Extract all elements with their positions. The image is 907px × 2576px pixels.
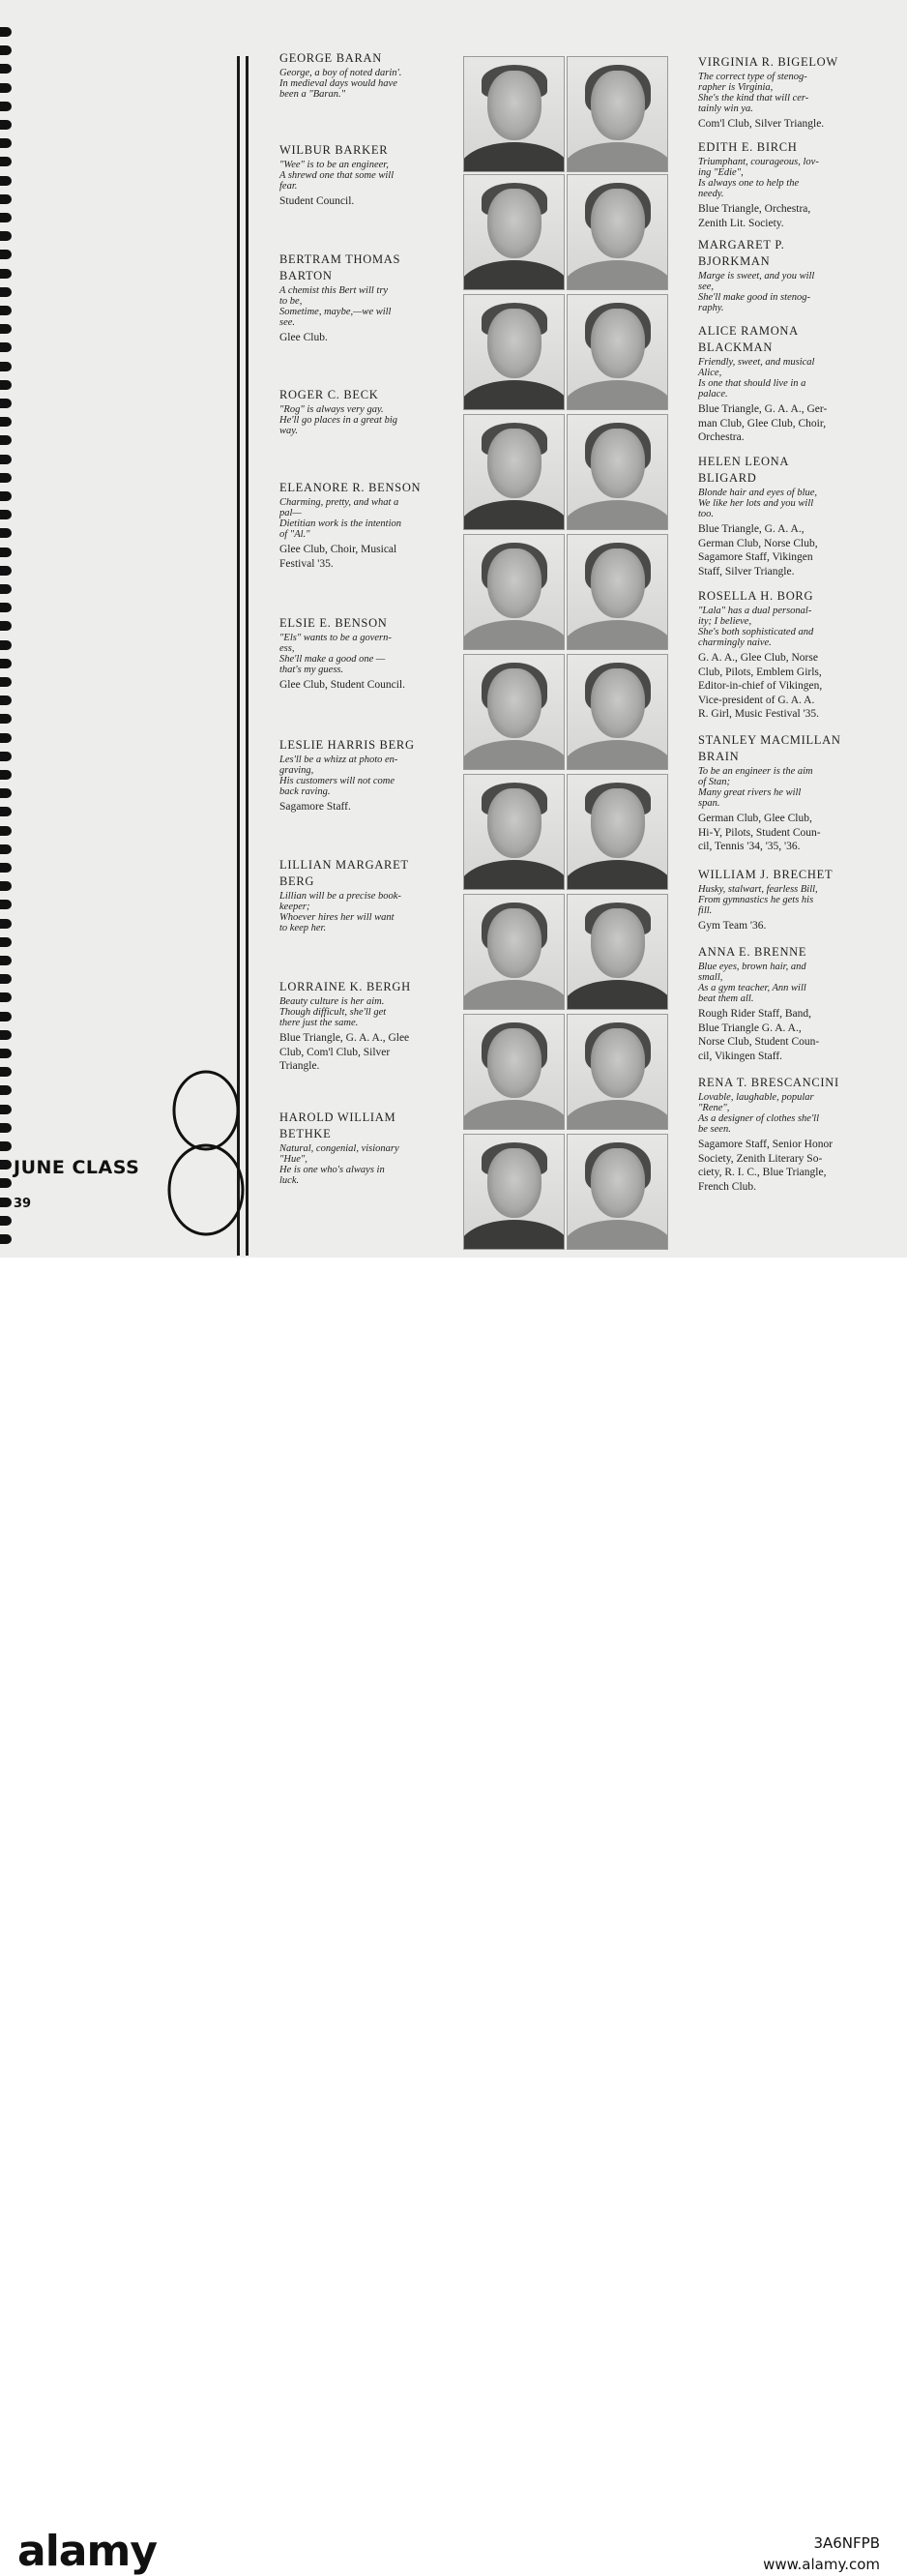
portrait-photo bbox=[463, 1014, 565, 1130]
student-activities: G. A. A., Glee Club, Norse Club, Pilots, Emblem Girls, Editor-in-chief of Vikingen, Vice-president of G. A. A. R. Girl, Music Festival '35. bbox=[698, 652, 823, 720]
student-activities: Glee Club, Choir, Musical Festival '35. bbox=[279, 544, 397, 570]
spiral-hole bbox=[0, 603, 12, 612]
student-entry bbox=[279, 979, 449, 1074]
spiral-hole bbox=[0, 844, 12, 854]
student-activities: Glee Club, Student Council. bbox=[279, 679, 406, 691]
student-name: HAROLD WILLIAM BETHKE bbox=[279, 1110, 396, 1140]
student-quote: Friendly, sweet, and musical Alice, Is one that should live in a palace. bbox=[698, 357, 815, 400]
spiral-hole bbox=[0, 362, 12, 371]
portrait-photo bbox=[463, 294, 565, 410]
student-quote: The correct type of stenog- rapher is Virginia, She's the kind that will cer- tainly win ya. bbox=[698, 72, 809, 114]
student-name: LILLIAN MARGARET BERG bbox=[279, 858, 409, 888]
spiral-hole bbox=[0, 640, 12, 650]
spiral-hole bbox=[0, 417, 12, 427]
spiral-hole bbox=[0, 733, 12, 743]
spiral-hole bbox=[0, 1141, 12, 1151]
spiral-hole bbox=[0, 1234, 12, 1244]
student-entry bbox=[698, 54, 867, 132]
watermark-bar bbox=[0, 1258, 907, 2576]
student-quote: "Rog" is always very gay. He'll go places in a great big way. bbox=[279, 404, 398, 436]
spiral-hole bbox=[0, 287, 12, 297]
portrait-photo bbox=[463, 534, 565, 650]
portrait-photo bbox=[463, 1134, 565, 1250]
student-name: WILBUR BARKER bbox=[279, 143, 389, 157]
student-entry bbox=[279, 50, 449, 103]
student-quote: To be an engineer is the aim of Stan; Many great rivers he will span. bbox=[698, 766, 813, 809]
student-quote: Marge is sweet, and you will see, She'll make good in stenog- raphy. bbox=[698, 271, 815, 313]
student-activities: Glee Club. bbox=[279, 332, 328, 343]
portrait-grid bbox=[463, 56, 676, 1258]
spiral-hole bbox=[0, 269, 12, 279]
spiral-hole bbox=[0, 919, 12, 929]
spiral-hole bbox=[0, 956, 12, 965]
alamy-image-info bbox=[763, 2532, 880, 2575]
student-activities: Com'l Club, Silver Triangle. bbox=[698, 118, 825, 130]
student-activities: Student Council. bbox=[279, 195, 355, 207]
student-activities: Sagamore Staff, Senior Honor Society, Zenith Literary So- ciety, R. I. C., Blue Triangle, French Club. bbox=[698, 1139, 834, 1193]
spiral-hole bbox=[0, 157, 12, 166]
spiral-hole bbox=[0, 974, 12, 984]
student-quote: Triumphant, courageous, lov- ing "Edie", Is always one to help the needy. bbox=[698, 157, 819, 199]
student-entry bbox=[279, 252, 449, 345]
spiral-hole bbox=[0, 45, 12, 55]
spiral-hole bbox=[0, 83, 12, 93]
student-quote: Husky, stalwart, fearless Bill, From gymnastics he gets his fill. bbox=[698, 884, 818, 916]
alamy-logo: alamy bbox=[17, 2527, 157, 2576]
spiral-hole bbox=[0, 714, 12, 724]
student-name: BERTRAM THOMAS BARTON bbox=[279, 252, 401, 282]
spiral-hole bbox=[0, 863, 12, 873]
spiral-hole bbox=[0, 491, 12, 501]
student-name: ELSIE E. BENSON bbox=[279, 616, 388, 630]
student-entry bbox=[279, 387, 449, 439]
spiral-hole bbox=[0, 64, 12, 74]
student-quote: Les'll be a whizz at photo en- graving, His customers will not come back raving. bbox=[279, 755, 398, 797]
student-quote: Charming, pretty, and what a pal— Dietitian work is the intention of "Al." bbox=[279, 497, 401, 540]
student-entry bbox=[698, 323, 867, 445]
student-activities: Blue Triangle, G. A. A., German Club, Norse Club, Sagamore Staff, Vikingen Staff, Silver Triangle. bbox=[698, 523, 818, 577]
portrait-photo bbox=[567, 1134, 668, 1250]
spiral-hole bbox=[0, 1160, 12, 1170]
student-entry bbox=[698, 944, 867, 1063]
spiral-hole bbox=[0, 1030, 12, 1040]
portrait-photo bbox=[567, 56, 668, 172]
page-number: 39 bbox=[14, 1197, 32, 1211]
portrait-photo bbox=[567, 1014, 668, 1130]
portrait-photo bbox=[567, 534, 668, 650]
spiral-hole bbox=[0, 937, 12, 947]
student-entry bbox=[698, 867, 867, 933]
spiral-hole bbox=[0, 881, 12, 891]
student-name: VIRGINIA R. BIGELOW bbox=[698, 55, 838, 69]
spiral-hole bbox=[0, 826, 12, 836]
student-name: ALICE RAMONA BLACKMAN bbox=[698, 324, 799, 354]
portrait-photo bbox=[567, 894, 668, 1010]
student-activities: Blue Triangle, G. A. A., Ger- man Club, Glee Club, Choir, Orchestra. bbox=[698, 403, 828, 443]
decorative-numeral-8 bbox=[162, 1064, 249, 1238]
student-entry bbox=[279, 142, 449, 209]
spiral-hole bbox=[0, 770, 12, 780]
spiral-hole bbox=[0, 1012, 12, 1022]
spiral-hole bbox=[0, 548, 12, 557]
student-activities: Rough Rider Staff, Band, Blue Triangle G. A. A., Norse Club, Student Coun- cil, Vikingen Staff. bbox=[698, 1008, 820, 1062]
image-id: 3A6NFPB bbox=[813, 2534, 880, 2552]
student-entry bbox=[698, 454, 867, 578]
student-name: ROGER C. BECK bbox=[279, 388, 379, 401]
student-name: EDITH E. BIRCH bbox=[698, 140, 798, 154]
student-name: ANNA E. BRENNE bbox=[698, 945, 807, 959]
student-activities: Blue Triangle, G. A. A., Glee Club, Com'l Club, Silver Triangle. bbox=[279, 1032, 410, 1072]
portrait-photo bbox=[463, 894, 565, 1010]
student-entry bbox=[698, 139, 867, 230]
portrait-photo bbox=[463, 174, 565, 290]
student-entry bbox=[698, 732, 867, 854]
student-quote: "Lala" has a dual personal- ity; I believe, She's both sophisticated and charmingly naive. bbox=[698, 606, 814, 648]
portrait-photo bbox=[567, 414, 668, 530]
spiral-hole bbox=[0, 176, 12, 186]
student-quote: Blonde hair and eyes of blue, We like her lots and you will too. bbox=[698, 488, 818, 519]
spiral-hole bbox=[0, 584, 12, 594]
spiral-hole bbox=[0, 696, 12, 705]
spiral-hole bbox=[0, 102, 12, 111]
student-quote: Lovable, laughable, popular "Rene", As a designer of clothes she'll be seen. bbox=[698, 1092, 820, 1135]
spiral-hole bbox=[0, 250, 12, 259]
spiral-hole bbox=[0, 1067, 12, 1077]
student-entry bbox=[279, 857, 449, 936]
student-entry bbox=[279, 615, 449, 693]
spiral-hole bbox=[0, 752, 12, 761]
student-quote: Lillian will be a precise book- keeper; Whoever hires her will want to keep her. bbox=[279, 891, 401, 933]
site-url: www.alamy.com bbox=[763, 2556, 880, 2573]
student-quote: Blue eyes, brown hair, and small, As a gym teacher, Ann will beat them all. bbox=[698, 962, 806, 1004]
student-name: LESLIE HARRIS BERG bbox=[279, 738, 415, 752]
spiral-hole bbox=[0, 435, 12, 445]
spiral-hole bbox=[0, 342, 12, 352]
spiral-hole bbox=[0, 306, 12, 315]
spiral-hole bbox=[0, 621, 12, 631]
student-name: LORRAINE K. BERGH bbox=[279, 980, 411, 993]
spiral-hole bbox=[0, 510, 12, 519]
student-activities: Gym Team '36. bbox=[698, 920, 767, 932]
student-name: GEORGE BARAN bbox=[279, 51, 382, 65]
student-name: ELEANORE R. BENSON bbox=[279, 481, 422, 494]
student-name: HELEN LEONA BLIGARD bbox=[698, 455, 790, 485]
spiral-hole bbox=[0, 1198, 12, 1207]
student-entry bbox=[279, 1110, 449, 1189]
spiral-hole bbox=[0, 1085, 12, 1095]
spiral-hole bbox=[0, 528, 12, 538]
spiral-hole bbox=[0, 455, 12, 464]
student-name: ROSELLA H. BORG bbox=[698, 589, 814, 603]
student-quote: Natural, congenial, visionary "Hue", He is one who's always in luck. bbox=[279, 1143, 399, 1186]
portrait-photo bbox=[567, 294, 668, 410]
spiral-hole bbox=[0, 324, 12, 334]
spiral-hole bbox=[0, 1049, 12, 1058]
student-entry bbox=[279, 737, 449, 814]
class-label: JUNE CLASS bbox=[14, 1157, 140, 1178]
spiral-hole bbox=[0, 807, 12, 816]
spiral-hole bbox=[0, 659, 12, 668]
spiral-hole bbox=[0, 380, 12, 390]
student-quote: George, a boy of noted darin'. In medieval days would have been a "Baran." bbox=[279, 68, 402, 100]
spiral-binding bbox=[0, 27, 14, 1256]
spiral-hole bbox=[0, 231, 12, 241]
spiral-hole bbox=[0, 788, 12, 798]
student-activities: German Club, Glee Club, Hi-Y, Pilots, Student Coun- cil, Tennis '34, '35, '36. bbox=[698, 813, 821, 852]
portrait-photo bbox=[567, 774, 668, 890]
spiral-hole bbox=[0, 1216, 12, 1226]
student-name: STANLEY MACMILLAN BRAIN bbox=[698, 733, 841, 763]
spiral-hole bbox=[0, 399, 12, 408]
spiral-hole bbox=[0, 120, 12, 130]
student-entry bbox=[698, 237, 867, 316]
spiral-hole bbox=[0, 900, 12, 909]
student-name: RENA T. BRESCANCINI bbox=[698, 1076, 839, 1089]
student-name: MARGARET P. BJORKMAN bbox=[698, 238, 785, 268]
spiral-hole bbox=[0, 992, 12, 1002]
spiral-hole bbox=[0, 1178, 12, 1188]
yearbook-page bbox=[0, 0, 907, 1258]
portrait-photo bbox=[463, 654, 565, 770]
student-activities: Sagamore Staff. bbox=[279, 801, 351, 813]
student-quote: "Els" wants to be a govern- ess, She'll make a good one — that's my guess. bbox=[279, 633, 392, 675]
spiral-hole bbox=[0, 566, 12, 576]
spiral-hole bbox=[0, 213, 12, 222]
student-entry bbox=[698, 588, 867, 722]
student-activities: Blue Triangle, Orchestra, Zenith Lit. Society. bbox=[698, 203, 811, 229]
spiral-hole bbox=[0, 1123, 12, 1133]
student-quote: Beauty culture is her aim. Though difficult, she'll get there just the same. bbox=[279, 996, 387, 1028]
spiral-hole bbox=[0, 194, 12, 204]
spiral-hole bbox=[0, 1105, 12, 1114]
portrait-photo bbox=[567, 654, 668, 770]
spiral-hole bbox=[0, 473, 12, 483]
student-entry bbox=[698, 1075, 867, 1194]
portrait-photo bbox=[463, 56, 565, 172]
portrait-photo bbox=[463, 774, 565, 890]
spiral-hole bbox=[0, 677, 12, 687]
student-name: WILLIAM J. BRECHET bbox=[698, 868, 834, 881]
student-quote: A chemist this Bert will try to be, Sometime, maybe,—we will see. bbox=[279, 285, 392, 328]
student-quote: "Wee" is to be an engineer, A shrewd one that some will fear. bbox=[279, 160, 395, 192]
spiral-hole bbox=[0, 138, 12, 148]
portrait-photo bbox=[463, 414, 565, 530]
portrait-photo bbox=[567, 174, 668, 290]
spiral-hole bbox=[0, 27, 12, 37]
student-entry bbox=[279, 480, 449, 571]
